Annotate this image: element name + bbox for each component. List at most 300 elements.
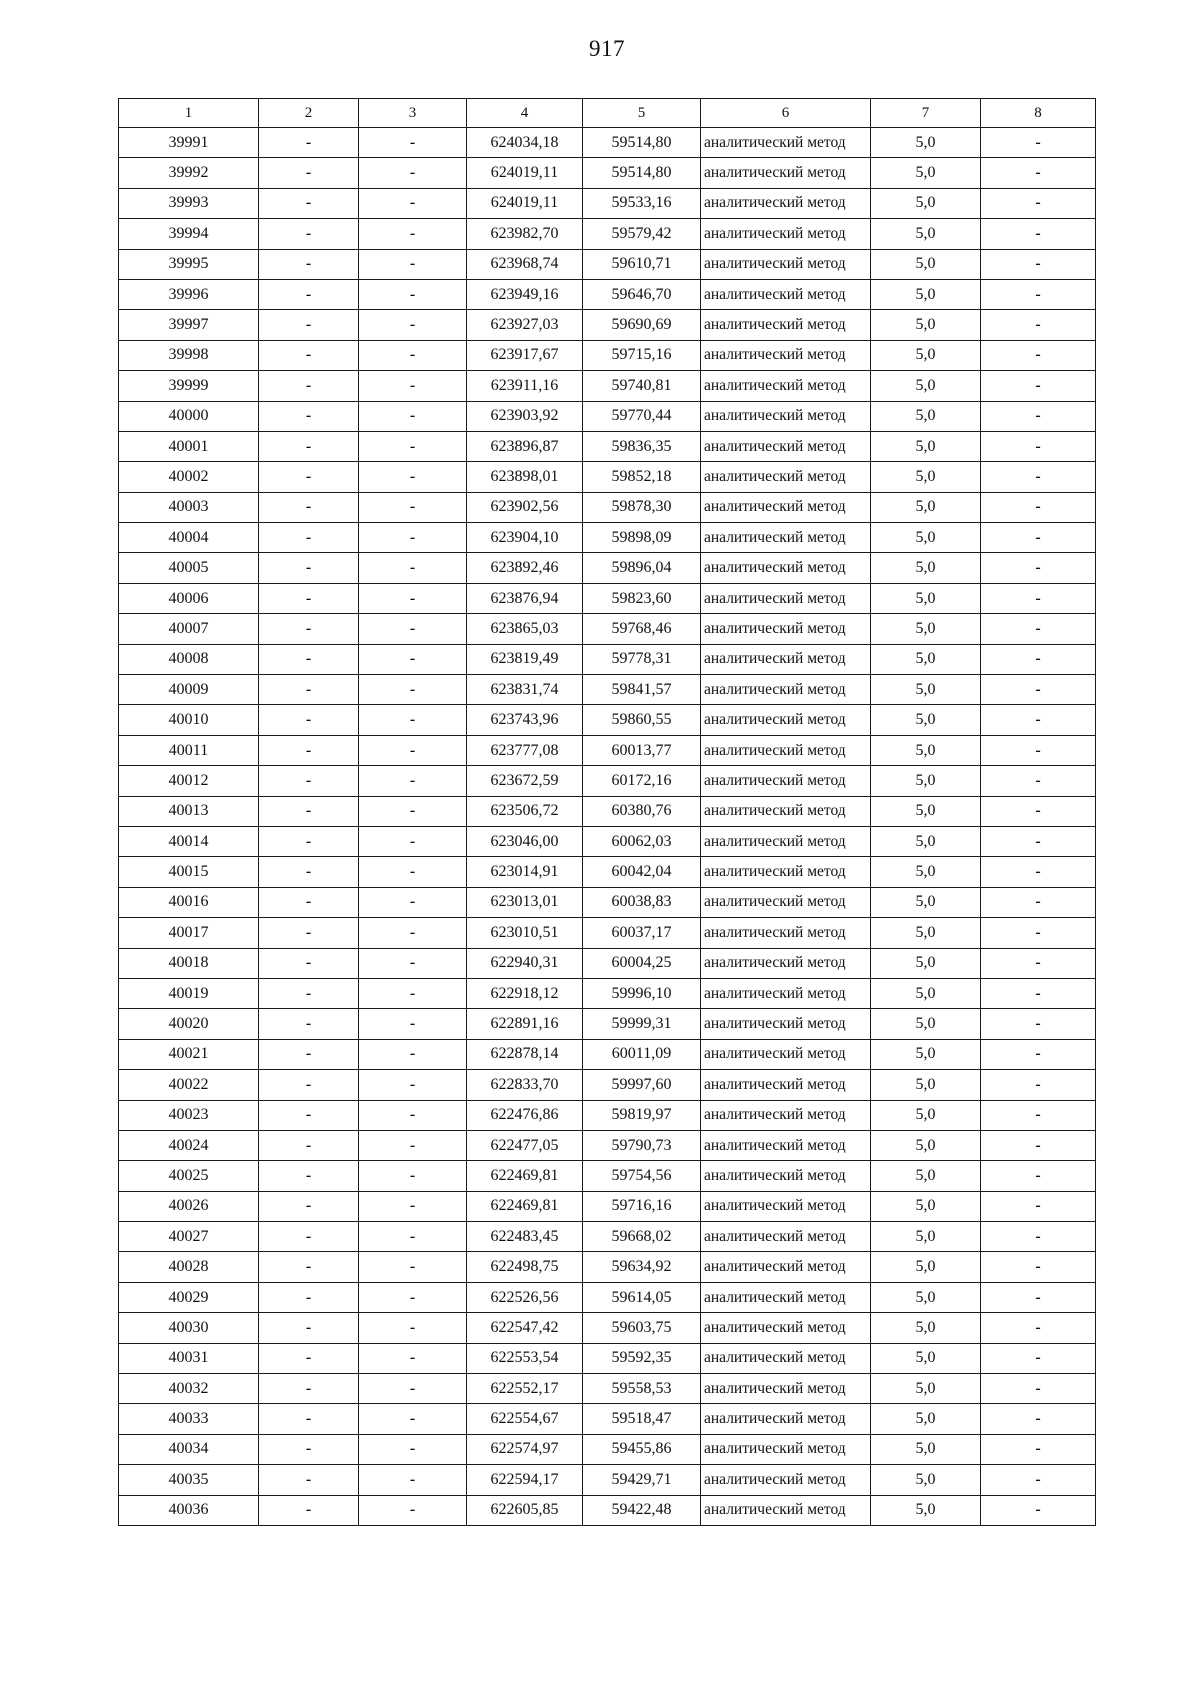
table-row (119, 1343, 1096, 1373)
method-cell: аналитический метод (701, 1039, 871, 1069)
method-cell: аналитический метод (701, 1191, 871, 1221)
y-coordinate-cell: 59836,35 (583, 431, 701, 461)
x-coordinate-cell: 623876,94 (467, 583, 583, 613)
point-number-cell: 40012 (119, 766, 259, 796)
x-coordinate-cell: 623743,96 (467, 705, 583, 735)
col3-cell: - (359, 1222, 467, 1252)
table-row (119, 1070, 1096, 1100)
accuracy-cell: 5,0 (871, 1130, 981, 1160)
method-cell: аналитический метод (701, 1009, 871, 1039)
col2-cell: - (259, 826, 359, 856)
y-coordinate-cell: 60062,03 (583, 826, 701, 856)
accuracy-cell: 5,0 (871, 614, 981, 644)
table-row (119, 158, 1096, 188)
x-coordinate-cell: 623819,49 (467, 644, 583, 674)
point-number-cell: 40016 (119, 887, 259, 917)
method-cell: аналитический метод (701, 644, 871, 674)
point-number-cell: 40035 (119, 1465, 259, 1495)
col2-cell: - (259, 1495, 359, 1525)
col2-cell: - (259, 431, 359, 461)
y-coordinate-cell: 59592,35 (583, 1343, 701, 1373)
column-header-6: 6 (701, 99, 871, 128)
col8-cell: - (981, 128, 1096, 158)
accuracy-cell: 5,0 (871, 462, 981, 492)
x-coordinate-cell: 623917,67 (467, 340, 583, 370)
table-row (119, 887, 1096, 917)
col3-cell: - (359, 857, 467, 887)
col2-cell: - (259, 1282, 359, 1312)
point-number-cell: 39992 (119, 158, 259, 188)
col3-cell: - (359, 553, 467, 583)
y-coordinate-cell: 60004,25 (583, 948, 701, 978)
accuracy-cell: 5,0 (871, 340, 981, 370)
y-coordinate-cell: 59740,81 (583, 371, 701, 401)
table-row (119, 492, 1096, 522)
method-cell: аналитический метод (701, 310, 871, 340)
y-coordinate-cell: 60172,16 (583, 766, 701, 796)
y-coordinate-cell: 59668,02 (583, 1222, 701, 1252)
col2-cell: - (259, 675, 359, 705)
col3-cell: - (359, 1191, 467, 1221)
y-coordinate-cell: 59690,69 (583, 310, 701, 340)
col2-cell: - (259, 1130, 359, 1160)
table-row (119, 1100, 1096, 1130)
col2-cell: - (259, 249, 359, 279)
col2-cell: - (259, 1404, 359, 1434)
method-cell: аналитический метод (701, 614, 871, 644)
table-row (119, 553, 1096, 583)
col2-cell: - (259, 857, 359, 887)
accuracy-cell: 5,0 (871, 128, 981, 158)
col2-cell: - (259, 128, 359, 158)
method-cell: аналитический метод (701, 675, 871, 705)
y-coordinate-cell: 59422,48 (583, 1495, 701, 1525)
accuracy-cell: 5,0 (871, 1039, 981, 1069)
column-header-3: 3 (359, 99, 467, 128)
point-number-cell: 40022 (119, 1070, 259, 1100)
method-cell: аналитический метод (701, 340, 871, 370)
col8-cell: - (981, 1222, 1096, 1252)
accuracy-cell: 5,0 (871, 431, 981, 461)
x-coordinate-cell: 622469,81 (467, 1191, 583, 1221)
y-coordinate-cell: 60042,04 (583, 857, 701, 887)
point-number-cell: 40030 (119, 1313, 259, 1343)
x-coordinate-cell: 622553,54 (467, 1343, 583, 1373)
point-number-cell: 39997 (119, 310, 259, 340)
col3-cell: - (359, 978, 467, 1008)
point-number-cell: 40011 (119, 735, 259, 765)
col3-cell: - (359, 1009, 467, 1039)
method-cell: аналитический метод (701, 1313, 871, 1343)
table-row (119, 128, 1096, 158)
accuracy-cell: 5,0 (871, 492, 981, 522)
x-coordinate-cell: 622552,17 (467, 1374, 583, 1404)
col2-cell: - (259, 1252, 359, 1282)
method-cell: аналитический метод (701, 553, 871, 583)
method-cell: аналитический метод (701, 826, 871, 856)
point-number-cell: 40005 (119, 553, 259, 583)
col8-cell: - (981, 462, 1096, 492)
accuracy-cell: 5,0 (871, 1434, 981, 1464)
col8-cell: - (981, 1282, 1096, 1312)
point-number-cell: 40002 (119, 462, 259, 492)
table-row (119, 1161, 1096, 1191)
method-cell: аналитический метод (701, 1374, 871, 1404)
table-row (119, 1495, 1096, 1525)
col8-cell: - (981, 583, 1096, 613)
x-coordinate-cell: 623968,74 (467, 249, 583, 279)
y-coordinate-cell: 59768,46 (583, 614, 701, 644)
column-header-1: 1 (119, 99, 259, 128)
x-coordinate-cell: 622477,05 (467, 1130, 583, 1160)
method-cell: аналитический метод (701, 1161, 871, 1191)
column-header-8: 8 (981, 99, 1096, 128)
y-coordinate-cell: 59778,31 (583, 644, 701, 674)
table-row (119, 1222, 1096, 1252)
y-coordinate-cell: 60037,17 (583, 918, 701, 948)
col2-cell: - (259, 705, 359, 735)
method-cell: аналитический метод (701, 1130, 871, 1160)
col8-cell: - (981, 826, 1096, 856)
point-number-cell: 40036 (119, 1495, 259, 1525)
col8-cell: - (981, 1374, 1096, 1404)
table-row (119, 523, 1096, 553)
accuracy-cell: 5,0 (871, 401, 981, 431)
y-coordinate-cell: 59634,92 (583, 1252, 701, 1282)
x-coordinate-cell: 622554,67 (467, 1404, 583, 1434)
point-number-cell: 40017 (119, 918, 259, 948)
method-cell: аналитический метод (701, 523, 871, 553)
x-coordinate-cell: 623949,16 (467, 279, 583, 309)
x-coordinate-cell: 623902,56 (467, 492, 583, 522)
table-row (119, 219, 1096, 249)
accuracy-cell: 5,0 (871, 978, 981, 1008)
accuracy-cell: 5,0 (871, 1343, 981, 1373)
col8-cell: - (981, 1252, 1096, 1282)
point-number-cell: 39993 (119, 188, 259, 218)
table-row (119, 675, 1096, 705)
table-row (119, 1191, 1096, 1221)
x-coordinate-cell: 624034,18 (467, 128, 583, 158)
col8-cell: - (981, 1009, 1096, 1039)
table-row (119, 826, 1096, 856)
y-coordinate-cell: 59514,80 (583, 158, 701, 188)
col3-cell: - (359, 310, 467, 340)
col8-cell: - (981, 1039, 1096, 1069)
y-coordinate-cell: 59996,10 (583, 978, 701, 1008)
accuracy-cell: 5,0 (871, 1222, 981, 1252)
col3-cell: - (359, 523, 467, 553)
accuracy-cell: 5,0 (871, 887, 981, 917)
method-cell: аналитический метод (701, 219, 871, 249)
y-coordinate-cell: 59999,31 (583, 1009, 701, 1039)
col2-cell: - (259, 1070, 359, 1100)
method-cell: аналитический метод (701, 766, 871, 796)
col3-cell: - (359, 675, 467, 705)
x-coordinate-cell: 624019,11 (467, 188, 583, 218)
table-row (119, 1465, 1096, 1495)
table-row (119, 735, 1096, 765)
method-cell: аналитический метод (701, 796, 871, 826)
accuracy-cell: 5,0 (871, 1374, 981, 1404)
point-number-cell: 39995 (119, 249, 259, 279)
col3-cell: - (359, 644, 467, 674)
col8-cell: - (981, 371, 1096, 401)
col3-cell: - (359, 1282, 467, 1312)
col2-cell: - (259, 523, 359, 553)
point-number-cell: 40007 (119, 614, 259, 644)
col3-cell: - (359, 887, 467, 917)
y-coordinate-cell: 59518,47 (583, 1404, 701, 1434)
y-coordinate-cell: 59823,60 (583, 583, 701, 613)
method-cell: аналитический метод (701, 1404, 871, 1434)
col8-cell: - (981, 948, 1096, 978)
method-cell: аналитический метод (701, 1343, 871, 1373)
col8-cell: - (981, 1465, 1096, 1495)
col3-cell: - (359, 431, 467, 461)
col2-cell: - (259, 188, 359, 218)
col8-cell: - (981, 1313, 1096, 1343)
col2-cell: - (259, 371, 359, 401)
y-coordinate-cell: 59533,16 (583, 188, 701, 218)
col8-cell: - (981, 188, 1096, 218)
table-row (119, 614, 1096, 644)
col3-cell: - (359, 948, 467, 978)
col3-cell: - (359, 1100, 467, 1130)
page-number: 917 (589, 36, 625, 61)
point-number-cell: 40023 (119, 1100, 259, 1130)
point-number-cell: 40003 (119, 492, 259, 522)
table-row (119, 918, 1096, 948)
x-coordinate-cell: 622498,75 (467, 1252, 583, 1282)
point-number-cell: 40031 (119, 1343, 259, 1373)
col2-cell: - (259, 583, 359, 613)
table-row (119, 948, 1096, 978)
accuracy-cell: 5,0 (871, 857, 981, 887)
col8-cell: - (981, 887, 1096, 917)
col2-cell: - (259, 978, 359, 1008)
x-coordinate-cell: 623013,01 (467, 887, 583, 917)
method-cell: аналитический метод (701, 948, 871, 978)
y-coordinate-cell: 59603,75 (583, 1313, 701, 1343)
point-number-cell: 40032 (119, 1374, 259, 1404)
table-row (119, 431, 1096, 461)
col2-cell: - (259, 340, 359, 370)
col2-cell: - (259, 219, 359, 249)
point-number-cell: 40026 (119, 1191, 259, 1221)
point-number-cell: 40013 (119, 796, 259, 826)
y-coordinate-cell: 59770,44 (583, 401, 701, 431)
y-coordinate-cell: 59790,73 (583, 1130, 701, 1160)
method-cell: аналитический метод (701, 1252, 871, 1282)
col8-cell: - (981, 401, 1096, 431)
method-cell: аналитический метод (701, 887, 871, 917)
column-header-5: 5 (583, 99, 701, 128)
col2-cell: - (259, 1222, 359, 1252)
col2-cell: - (259, 1161, 359, 1191)
col3-cell: - (359, 918, 467, 948)
col2-cell: - (259, 553, 359, 583)
col2-cell: - (259, 614, 359, 644)
accuracy-cell: 5,0 (871, 948, 981, 978)
accuracy-cell: 5,0 (871, 1009, 981, 1039)
col3-cell: - (359, 462, 467, 492)
table-row (119, 1313, 1096, 1343)
accuracy-cell: 5,0 (871, 310, 981, 340)
col3-cell: - (359, 1374, 467, 1404)
x-coordinate-cell: 623506,72 (467, 796, 583, 826)
col2-cell: - (259, 1313, 359, 1343)
table-row (119, 249, 1096, 279)
point-number-cell: 40000 (119, 401, 259, 431)
x-coordinate-cell: 623672,59 (467, 766, 583, 796)
accuracy-cell: 5,0 (871, 796, 981, 826)
accuracy-cell: 5,0 (871, 1404, 981, 1434)
method-cell: аналитический метод (701, 128, 871, 158)
x-coordinate-cell: 622574,97 (467, 1434, 583, 1464)
y-coordinate-cell: 59715,16 (583, 340, 701, 370)
method-cell: аналитический метод (701, 371, 871, 401)
accuracy-cell: 5,0 (871, 1070, 981, 1100)
method-cell: аналитический метод (701, 1434, 871, 1464)
x-coordinate-cell: 623896,87 (467, 431, 583, 461)
x-coordinate-cell: 622483,45 (467, 1222, 583, 1252)
table-row (119, 705, 1096, 735)
point-number-cell: 40029 (119, 1282, 259, 1312)
method-cell: аналитический метод (701, 249, 871, 279)
method-cell: аналитический метод (701, 462, 871, 492)
point-number-cell: 40019 (119, 978, 259, 1008)
point-number-cell: 40004 (119, 523, 259, 553)
col8-cell: - (981, 857, 1096, 887)
col3-cell: - (359, 1252, 467, 1282)
col2-cell: - (259, 735, 359, 765)
col3-cell: - (359, 1161, 467, 1191)
table-row (119, 1282, 1096, 1312)
point-number-cell: 40020 (119, 1009, 259, 1039)
accuracy-cell: 5,0 (871, 188, 981, 218)
accuracy-cell: 5,0 (871, 918, 981, 948)
col8-cell: - (981, 1404, 1096, 1434)
col3-cell: - (359, 1343, 467, 1373)
x-coordinate-cell: 622547,42 (467, 1313, 583, 1343)
x-coordinate-cell: 623831,74 (467, 675, 583, 705)
coordinates-table (118, 98, 1096, 1526)
col3-cell: - (359, 188, 467, 218)
point-number-cell: 40033 (119, 1404, 259, 1434)
col3-cell: - (359, 614, 467, 644)
col2-cell: - (259, 1191, 359, 1221)
col8-cell: - (981, 766, 1096, 796)
point-number-cell: 39996 (119, 279, 259, 309)
y-coordinate-cell: 59610,71 (583, 249, 701, 279)
col2-cell: - (259, 948, 359, 978)
col3-cell: - (359, 492, 467, 522)
col3-cell: - (359, 796, 467, 826)
col2-cell: - (259, 644, 359, 674)
col3-cell: - (359, 1495, 467, 1525)
y-coordinate-cell: 59646,70 (583, 279, 701, 309)
y-coordinate-cell: 60380,76 (583, 796, 701, 826)
accuracy-cell: 5,0 (871, 279, 981, 309)
method-cell: аналитический метод (701, 1222, 871, 1252)
y-coordinate-cell: 59579,42 (583, 219, 701, 249)
y-coordinate-cell: 59455,86 (583, 1434, 701, 1464)
accuracy-cell: 5,0 (871, 1100, 981, 1130)
table-row (119, 279, 1096, 309)
accuracy-cell: 5,0 (871, 1313, 981, 1343)
accuracy-cell: 5,0 (871, 249, 981, 279)
col2-cell: - (259, 1374, 359, 1404)
x-coordinate-cell: 622469,81 (467, 1161, 583, 1191)
x-coordinate-cell: 622891,16 (467, 1009, 583, 1039)
col3-cell: - (359, 1465, 467, 1495)
accuracy-cell: 5,0 (871, 1161, 981, 1191)
col8-cell: - (981, 1100, 1096, 1130)
x-coordinate-cell: 622918,12 (467, 978, 583, 1008)
x-coordinate-cell: 623927,03 (467, 310, 583, 340)
x-coordinate-cell: 623010,51 (467, 918, 583, 948)
method-cell: аналитический метод (701, 918, 871, 948)
accuracy-cell: 5,0 (871, 371, 981, 401)
y-coordinate-cell: 59898,09 (583, 523, 701, 553)
col8-cell: - (981, 644, 1096, 674)
x-coordinate-cell: 623865,03 (467, 614, 583, 644)
col8-cell: - (981, 978, 1096, 1008)
col2-cell: - (259, 1465, 359, 1495)
column-header-2: 2 (259, 99, 359, 128)
col3-cell: - (359, 340, 467, 370)
col2-cell: - (259, 462, 359, 492)
y-coordinate-cell: 59841,57 (583, 675, 701, 705)
col3-cell: - (359, 826, 467, 856)
accuracy-cell: 5,0 (871, 826, 981, 856)
table-row (119, 462, 1096, 492)
x-coordinate-cell: 623903,92 (467, 401, 583, 431)
col3-cell: - (359, 371, 467, 401)
y-coordinate-cell: 59514,80 (583, 128, 701, 158)
col3-cell: - (359, 766, 467, 796)
x-coordinate-cell: 623982,70 (467, 219, 583, 249)
x-coordinate-cell: 622476,86 (467, 1100, 583, 1130)
col2-cell: - (259, 279, 359, 309)
col3-cell: - (359, 583, 467, 613)
col3-cell: - (359, 128, 467, 158)
col8-cell: - (981, 1191, 1096, 1221)
col8-cell: - (981, 614, 1096, 644)
y-coordinate-cell: 59860,55 (583, 705, 701, 735)
method-cell: аналитический метод (701, 492, 871, 522)
table-row (119, 1039, 1096, 1069)
y-coordinate-cell: 59429,71 (583, 1465, 701, 1495)
method-cell: аналитический метод (701, 978, 871, 1008)
x-coordinate-cell: 622605,85 (467, 1495, 583, 1525)
y-coordinate-cell: 59852,18 (583, 462, 701, 492)
accuracy-cell: 5,0 (871, 735, 981, 765)
y-coordinate-cell: 59614,05 (583, 1282, 701, 1312)
col8-cell: - (981, 523, 1096, 553)
method-cell: аналитический метод (701, 401, 871, 431)
point-number-cell: 40008 (119, 644, 259, 674)
col8-cell: - (981, 249, 1096, 279)
table-row (119, 583, 1096, 613)
y-coordinate-cell: 59754,56 (583, 1161, 701, 1191)
col8-cell: - (981, 735, 1096, 765)
col8-cell: - (981, 310, 1096, 340)
method-cell: аналитический метод (701, 857, 871, 887)
y-coordinate-cell: 59716,16 (583, 1191, 701, 1221)
method-cell: аналитический метод (701, 431, 871, 461)
